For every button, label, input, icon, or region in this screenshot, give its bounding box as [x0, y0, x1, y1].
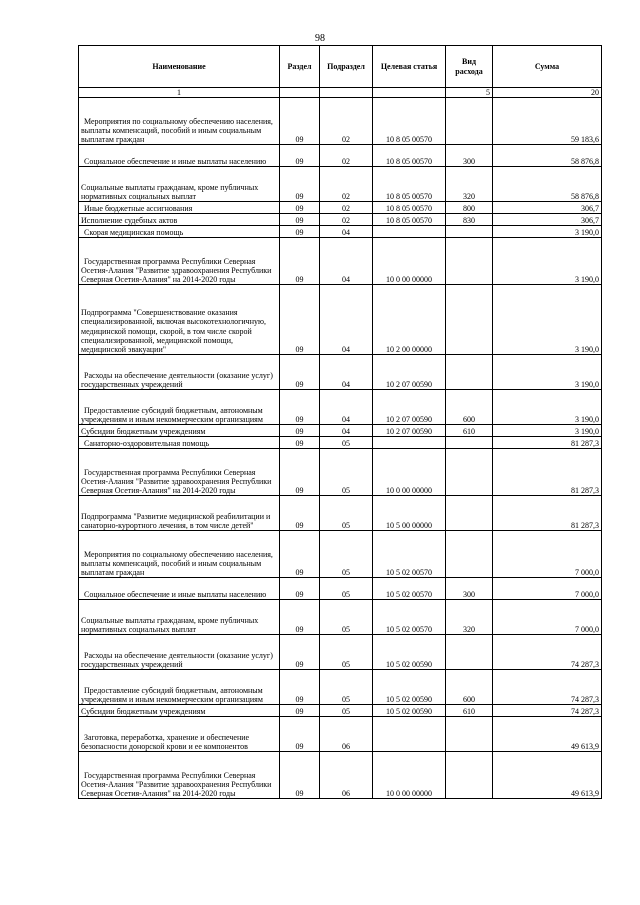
- cell-subsection: 05: [320, 600, 373, 635]
- cell-section: 09: [280, 531, 320, 578]
- cell-name: Социальные выплаты гражданам, кроме публичных нормативных социальных выплат: [79, 167, 280, 202]
- cell-amount: 7 000,0: [493, 531, 602, 578]
- cell-expense-type: [446, 717, 493, 752]
- cell-name: Санаторно-оздоровительная помощь: [79, 437, 280, 449]
- cell-subsection: 05: [320, 635, 373, 670]
- cell-amount: 58 876,8: [493, 145, 602, 167]
- cell-expense-type: [446, 496, 493, 531]
- table-row: [79, 167, 602, 202]
- cell-expense-type: 800: [446, 202, 493, 214]
- table-row: [79, 437, 602, 449]
- header-expense-type: Вид расхода: [446, 46, 493, 88]
- cell-section: 09: [280, 670, 320, 705]
- cell-amount: 306,7: [493, 202, 602, 214]
- cell-section: 09: [280, 98, 320, 145]
- colnum-expense-type: 5: [446, 88, 493, 98]
- cell-expense-type: [446, 635, 493, 670]
- cell-amount: 81 287,3: [493, 437, 602, 449]
- header-subsection: Подраздел: [320, 46, 373, 88]
- cell-subsection: 05: [320, 670, 373, 705]
- cell-subsection: 05: [320, 437, 373, 449]
- table-row: [79, 449, 602, 496]
- cell-expense-type: 300: [446, 578, 493, 600]
- cell-name: Заготовка, переработка, хранение и обеспечение безопасности донорской крови и ее компонентов: [79, 717, 280, 752]
- cell-name: Мероприятия по социальному обеспечению населения, выплаты компенсаций, пособий и иным социальным выплатам граждан: [79, 98, 280, 145]
- cell-target: [373, 226, 446, 238]
- cell-name: Предоставление субсидий бюджетным, автономным учреждениям и иным некоммерческим организациям: [79, 390, 280, 425]
- cell-expense-type: 610: [446, 705, 493, 717]
- cell-amount: 74 287,3: [493, 670, 602, 705]
- cell-expense-type: 600: [446, 390, 493, 425]
- cell-section: 09: [280, 285, 320, 355]
- cell-target: 10 8 05 00570: [373, 202, 446, 214]
- cell-expense-type: [446, 238, 493, 285]
- cell-section: 09: [280, 238, 320, 285]
- cell-target: 10 5 02 00590: [373, 670, 446, 705]
- cell-target: 10 8 05 00570: [373, 214, 446, 226]
- cell-expense-type: [446, 449, 493, 496]
- table-row: [79, 145, 602, 167]
- cell-target: 10 2 07 00590: [373, 425, 446, 437]
- cell-name: Скорая медицинская помощь: [79, 226, 280, 238]
- cell-amount: 58 876,8: [493, 167, 602, 202]
- cell-section: 09: [280, 167, 320, 202]
- cell-subsection: 06: [320, 717, 373, 752]
- cell-target: 10 5 02 00590: [373, 635, 446, 670]
- column-numbers-row: [79, 88, 602, 98]
- cell-section: 09: [280, 449, 320, 496]
- header-name: Наименование: [79, 46, 280, 88]
- cell-subsection: 05: [320, 531, 373, 578]
- cell-subsection: 04: [320, 390, 373, 425]
- cell-name: Государственная программа Республики Северная Осетия-Алания "Развитие здравоохранения Республики Северная Осетия-Алания" на 2014-2020 годы: [79, 238, 280, 285]
- cell-section: 09: [280, 355, 320, 390]
- cell-target: 10 5 02 00570: [373, 600, 446, 635]
- table-row: [79, 531, 602, 578]
- cell-amount: 74 287,3: [493, 705, 602, 717]
- cell-expense-type: 830: [446, 214, 493, 226]
- budget-table: [78, 45, 602, 799]
- table-row: [79, 214, 602, 226]
- cell-amount: 49 613,9: [493, 717, 602, 752]
- cell-section: 09: [280, 578, 320, 600]
- cell-target: 10 2 00 00000: [373, 285, 446, 355]
- cell-name: Расходы на обеспечение деятельности (оказание услуг) государственных учреждений: [79, 635, 280, 670]
- colnum-target: [373, 88, 446, 98]
- cell-name: Субсидии бюджетным учреждениям: [79, 425, 280, 437]
- cell-section: 09: [280, 752, 320, 799]
- cell-subsection: 04: [320, 238, 373, 285]
- cell-amount: 3 190,0: [493, 238, 602, 285]
- cell-subsection: 05: [320, 449, 373, 496]
- cell-amount: 3 190,0: [493, 355, 602, 390]
- colnum-name: 1: [79, 88, 280, 98]
- cell-amount: 3 190,0: [493, 285, 602, 355]
- cell-expense-type: [446, 98, 493, 145]
- cell-expense-type: [446, 226, 493, 238]
- table-row: [79, 752, 602, 799]
- colnum-amount: 20: [493, 88, 602, 98]
- colnum-subsection: [320, 88, 373, 98]
- cell-section: 09: [280, 635, 320, 670]
- cell-subsection: 06: [320, 752, 373, 799]
- table-row: [79, 496, 602, 531]
- cell-name: Государственная программа Республики Северная Осетия-Алания "Развитие здравоохранения Республики Северная Осетия-Алания" на 2014-2020 годы: [79, 449, 280, 496]
- cell-name: Предоставление субсидий бюджетным, автономным учреждениям и иным некоммерческим организациям: [79, 670, 280, 705]
- cell-amount: 3 190,0: [493, 390, 602, 425]
- cell-name: Подпрограмма "Развитие медицинской реабилитации и санаторно-курортного лечения, в том числе детей": [79, 496, 280, 531]
- cell-target: 10 8 05 00570: [373, 98, 446, 145]
- header-section: Раздел: [280, 46, 320, 88]
- table-row: [79, 425, 602, 437]
- cell-name: Социальные выплаты гражданам, кроме публичных нормативных социальных выплат: [79, 600, 280, 635]
- cell-name: Иные бюджетные ассигнования: [79, 202, 280, 214]
- cell-section: 09: [280, 717, 320, 752]
- table-row: [79, 578, 602, 600]
- cell-section: 09: [280, 600, 320, 635]
- cell-name: Социальное обеспечение и иные выплаты населению: [79, 145, 280, 167]
- cell-target: 10 5 00 00000: [373, 496, 446, 531]
- cell-subsection: 05: [320, 496, 373, 531]
- cell-target: 10 0 00 00000: [373, 752, 446, 799]
- cell-expense-type: 320: [446, 167, 493, 202]
- cell-expense-type: [446, 531, 493, 578]
- cell-subsection: 04: [320, 425, 373, 437]
- cell-amount: 3 190,0: [493, 226, 602, 238]
- cell-section: 09: [280, 437, 320, 449]
- table-row: [79, 98, 602, 145]
- cell-subsection: 02: [320, 202, 373, 214]
- cell-section: 09: [280, 214, 320, 226]
- table-row: [79, 202, 602, 214]
- cell-amount: 7 000,0: [493, 578, 602, 600]
- cell-subsection: 02: [320, 145, 373, 167]
- cell-target: 10 5 02 00570: [373, 531, 446, 578]
- cell-expense-type: [446, 752, 493, 799]
- cell-expense-type: 610: [446, 425, 493, 437]
- cell-target: 10 5 02 00590: [373, 705, 446, 717]
- table-row: [79, 600, 602, 635]
- header-target: Целевая статья: [373, 46, 446, 88]
- cell-subsection: 04: [320, 355, 373, 390]
- cell-target: [373, 717, 446, 752]
- table-row: [79, 355, 602, 390]
- cell-subsection: 05: [320, 705, 373, 717]
- cell-expense-type: 300: [446, 145, 493, 167]
- cell-subsection: 04: [320, 285, 373, 355]
- cell-subsection: 04: [320, 226, 373, 238]
- table-row: [79, 717, 602, 752]
- cell-target: 10 0 00 00000: [373, 449, 446, 496]
- cell-subsection: 02: [320, 167, 373, 202]
- cell-section: 09: [280, 425, 320, 437]
- cell-subsection: 05: [320, 578, 373, 600]
- cell-expense-type: [446, 355, 493, 390]
- cell-name: Мероприятия по социальному обеспечению населения, выплаты компенсаций, пособий и иным социальным выплатам граждан: [79, 531, 280, 578]
- cell-amount: 49 613,9: [493, 752, 602, 799]
- table-row: [79, 705, 602, 717]
- cell-target: 10 2 07 00590: [373, 390, 446, 425]
- cell-amount: 81 287,3: [493, 496, 602, 531]
- cell-target: 10 0 00 00000: [373, 238, 446, 285]
- cell-target: 10 2 07 00590: [373, 355, 446, 390]
- cell-section: 09: [280, 496, 320, 531]
- cell-amount: 7 000,0: [493, 600, 602, 635]
- cell-expense-type: [446, 285, 493, 355]
- cell-amount: 74 287,3: [493, 635, 602, 670]
- cell-name: Социальное обеспечение и иные выплаты населению: [79, 578, 280, 600]
- table-row: [79, 285, 602, 355]
- table-row: [79, 226, 602, 238]
- cell-section: 09: [280, 705, 320, 717]
- cell-name: Государственная программа Республики Северная Осетия-Алания "Развитие здравоохранения Республики Северная Осетия-Алания" на 2014-2020 годы: [79, 752, 280, 799]
- cell-name: Расходы на обеспечение деятельности (оказание услуг) государственных учреждений: [79, 355, 280, 390]
- cell-target: 10 8 05 00570: [373, 167, 446, 202]
- cell-amount: 306,7: [493, 214, 602, 226]
- page-number: 98: [315, 33, 325, 44]
- table-row: [79, 390, 602, 425]
- cell-section: 09: [280, 202, 320, 214]
- cell-section: 09: [280, 145, 320, 167]
- cell-target: 10 8 05 00570: [373, 145, 446, 167]
- cell-amount: 81 287,3: [493, 449, 602, 496]
- cell-amount: 59 183,6: [493, 98, 602, 145]
- table-row: [79, 238, 602, 285]
- cell-section: 09: [280, 226, 320, 238]
- cell-subsection: 02: [320, 214, 373, 226]
- table-row: [79, 635, 602, 670]
- cell-target: [373, 437, 446, 449]
- cell-name: Исполнение судебных актов: [79, 214, 280, 226]
- table-row: [79, 670, 602, 705]
- header-row: [79, 46, 602, 88]
- cell-expense-type: [446, 437, 493, 449]
- table-body: [79, 98, 602, 799]
- cell-target: 10 5 02 00570: [373, 578, 446, 600]
- header-amount: Сумма: [493, 46, 602, 88]
- cell-subsection: 02: [320, 98, 373, 145]
- cell-section: 09: [280, 390, 320, 425]
- cell-amount: 3 190,0: [493, 425, 602, 437]
- colnum-section: [280, 88, 320, 98]
- cell-expense-type: 320: [446, 600, 493, 635]
- cell-name: Подпрограмма "Совершенствование оказания специализированной, включая высокотехнологичную, медицинской помощи, скорой, в том числе скорой специализированной, медицинской помощи, медицинской эвакуации": [79, 285, 280, 355]
- cell-expense-type: 600: [446, 670, 493, 705]
- cell-name: Субсидии бюджетным учреждениям: [79, 705, 280, 717]
